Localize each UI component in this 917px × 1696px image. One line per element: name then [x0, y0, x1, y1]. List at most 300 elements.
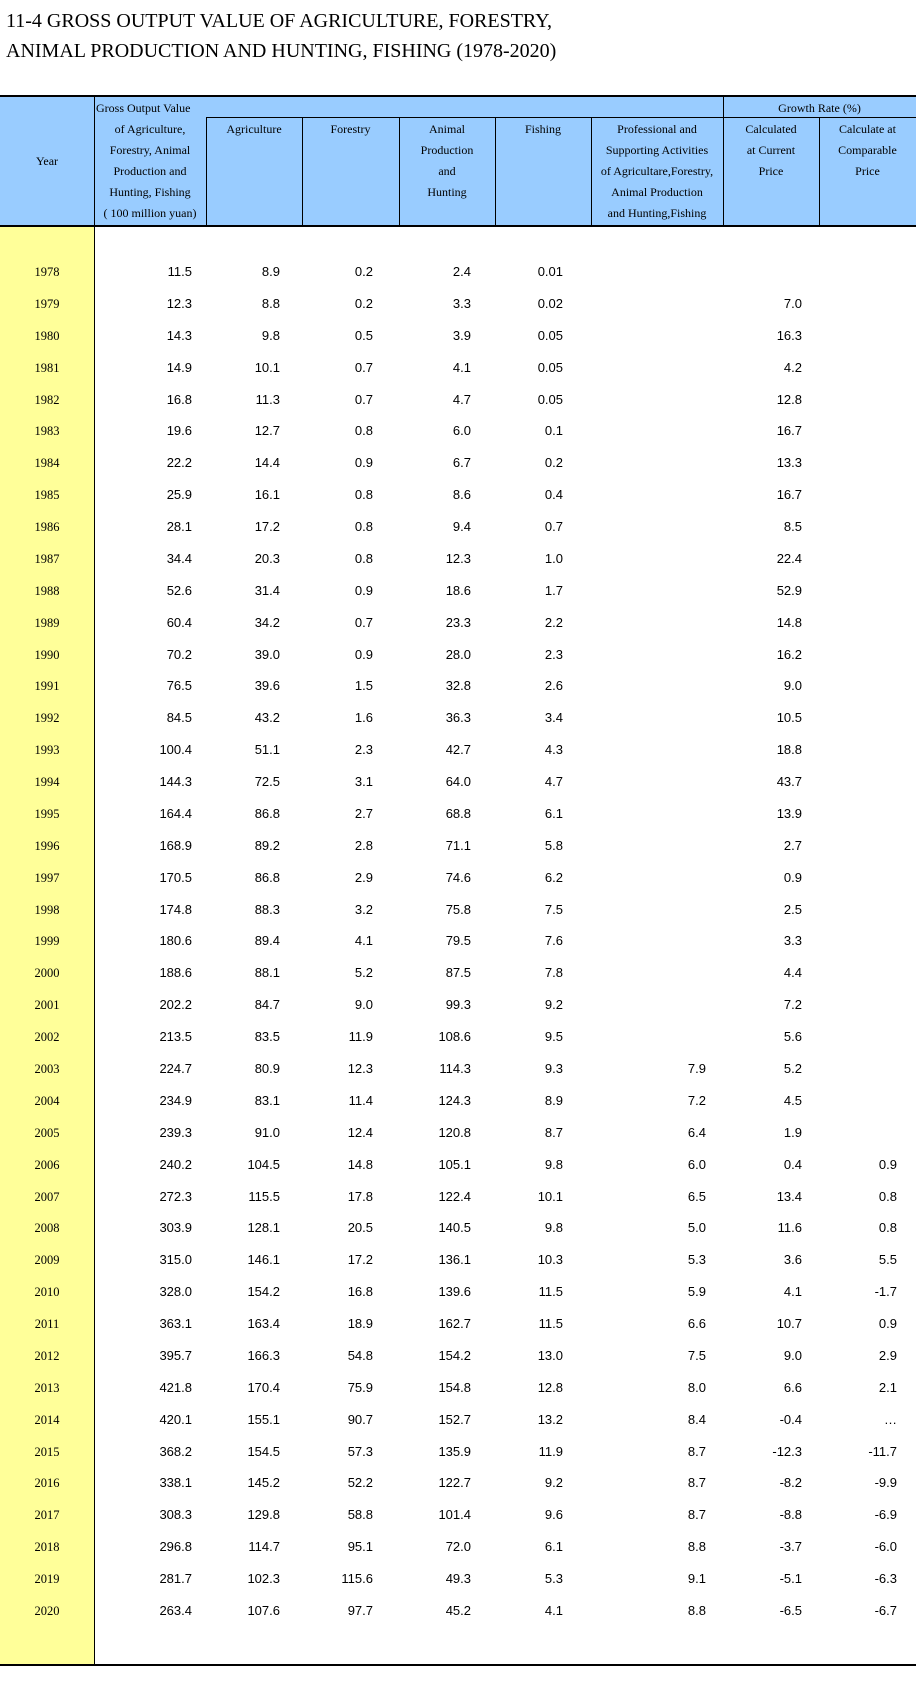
- cur-cell: 12.8: [776, 391, 802, 407]
- forest-cell: 0.9: [354, 455, 373, 471]
- year-cell: 2004: [34, 1093, 60, 1108]
- gross-cell: 224.7: [159, 1061, 192, 1076]
- cur-cell: 2.7: [783, 837, 802, 853]
- animal-cell: 99.3: [445, 997, 471, 1013]
- prof-cell: 7.9: [687, 1061, 706, 1076]
- gross-cell: 168.9: [159, 837, 192, 853]
- gross-cell: 144.3: [159, 774, 192, 790]
- header-animal-line-1: Animal: [429, 122, 465, 136]
- prof-cell: [616, 352, 706, 384]
- table-row: [0, 607, 916, 639]
- forest-cell: 97.7: [347, 1602, 373, 1618]
- table-row: [0, 543, 916, 575]
- fish-cell: 9.8: [544, 1220, 563, 1236]
- gross-cell: 164.4: [159, 805, 192, 821]
- year-cell: 1985: [34, 488, 60, 503]
- cur-cell: 6.6: [783, 1379, 802, 1395]
- agri-cell: 83.5: [254, 1029, 280, 1045]
- animal-cell: 114.3: [439, 1061, 471, 1076]
- gross-cell: 213.5: [159, 1029, 192, 1045]
- year-cell: 1996: [34, 838, 60, 853]
- cur-cell: 16.3: [776, 327, 802, 343]
- comp-cell: [807, 989, 897, 1021]
- table-row: [0, 1053, 916, 1085]
- comp-cell: …: [884, 1411, 897, 1427]
- cur-cell: 4.1: [783, 1284, 802, 1300]
- agri-cell: 102.3: [247, 1571, 280, 1587]
- header-professional-line-1: Professional and: [617, 122, 697, 136]
- table-row: [0, 734, 916, 766]
- forest-cell: 90.7: [347, 1411, 373, 1427]
- table-row: [0, 1499, 916, 1531]
- year-cell: 1978: [34, 265, 60, 279]
- prof-cell: [616, 543, 706, 575]
- animal-cell: 87.5: [445, 965, 471, 981]
- year-cell: 2000: [34, 966, 60, 981]
- table-row: [0, 1308, 916, 1340]
- fish-cell: 9.2: [544, 997, 563, 1013]
- prof-cell: [616, 415, 706, 447]
- gross-cell: 28.1: [166, 519, 192, 535]
- gross-cell: 19.6: [166, 423, 192, 439]
- prof-cell: [616, 894, 706, 926]
- animal-cell: 42.7: [445, 742, 471, 758]
- gross-cell: 421.8: [159, 1379, 192, 1395]
- table-row: [0, 925, 916, 957]
- year-cell: 2006: [34, 1157, 60, 1172]
- comp-cell: [807, 320, 897, 352]
- forest-cell: 0.8: [354, 519, 373, 535]
- gross-cell: 11.5: [167, 264, 192, 279]
- forest-cell: 57.3: [347, 1443, 373, 1459]
- table-row: [0, 288, 916, 320]
- comp-cell: [807, 766, 897, 798]
- forest-cell: 0.8: [354, 423, 373, 439]
- forest-cell: 16.8: [347, 1284, 373, 1300]
- agri-cell: 91.0: [254, 1124, 280, 1140]
- header-animal-line-2: Production: [420, 143, 474, 157]
- table-row: [0, 1021, 916, 1053]
- agri-cell: 154.2: [247, 1284, 280, 1300]
- animal-cell: 18.6: [445, 582, 471, 598]
- comp-cell: [807, 798, 897, 830]
- gross-cell: 84.5: [166, 710, 192, 726]
- animal-cell: 9.4: [452, 519, 471, 535]
- year-cell: 1991: [34, 679, 60, 694]
- fish-cell: 7.5: [544, 901, 563, 917]
- header-professional-line-4: Animal Production: [611, 185, 703, 199]
- header-professional-line-2: Supporting Activities: [605, 143, 709, 157]
- gross-cell: 170.5: [159, 869, 192, 885]
- agri-cell: 83.1: [254, 1092, 280, 1108]
- cur-cell: -3.7: [779, 1539, 802, 1555]
- table-row: [0, 1276, 916, 1308]
- fish-cell: 8.9: [544, 1092, 563, 1108]
- comp-cell: [807, 925, 897, 957]
- prof-cell: 6.0: [687, 1156, 706, 1172]
- agri-cell: 80.9: [254, 1061, 280, 1076]
- year-cell: 1987: [34, 551, 60, 566]
- comp-cell: [807, 543, 897, 575]
- comp-cell: [807, 639, 897, 671]
- cur-cell: -8.8: [779, 1507, 802, 1523]
- cur-cell: 16.7: [776, 487, 802, 503]
- forest-cell: 17.8: [347, 1188, 373, 1204]
- agri-cell: 31.4: [254, 582, 280, 598]
- forest-cell: 2.7: [354, 805, 373, 821]
- fish-cell: 7.8: [544, 965, 563, 981]
- table-row: [0, 415, 916, 447]
- table-row: [0, 1467, 916, 1499]
- cur-cell: -5.1: [779, 1571, 802, 1587]
- header-professional-line-5: and Hunting,Fishing: [607, 206, 707, 220]
- fish-cell: 9.5: [544, 1029, 563, 1045]
- year-cell: 1988: [34, 583, 60, 598]
- animal-cell: 136.1: [438, 1252, 471, 1268]
- header-gross-line-6: ( 100 million yuan): [103, 206, 197, 220]
- animal-cell: 140.5: [438, 1220, 471, 1236]
- comp-cell: [807, 702, 897, 734]
- prof-cell: 8.7: [687, 1507, 706, 1523]
- agri-cell: 88.1: [254, 965, 280, 981]
- cur-cell: 11.6: [777, 1220, 802, 1236]
- comp-cell: 2.1: [878, 1379, 897, 1395]
- year-cell: 2019: [34, 1572, 60, 1587]
- cur-cell: -6.5: [779, 1602, 802, 1618]
- agri-cell: 170.4: [247, 1379, 280, 1395]
- comp-cell: [807, 288, 897, 320]
- gross-cell: 60.4: [166, 614, 192, 630]
- animal-cell: 74.6: [445, 869, 471, 885]
- prof-cell: 8.8: [687, 1602, 706, 1618]
- prof-cell: [616, 670, 706, 702]
- year-cell: 1998: [34, 902, 60, 917]
- fish-cell: 0.05: [537, 327, 563, 343]
- fish-cell: 0.7: [544, 519, 563, 535]
- year-cell: 1979: [34, 296, 60, 311]
- forest-cell: 0.7: [354, 614, 373, 630]
- agri-cell: 145.2: [247, 1475, 280, 1491]
- gross-cell: 328.0: [159, 1284, 192, 1300]
- forest-cell: 95.1: [347, 1539, 373, 1555]
- comp-cell: [807, 352, 897, 384]
- gross-cell: 239.3: [159, 1124, 192, 1140]
- forest-cell: 75.9: [347, 1379, 373, 1395]
- table-row: [0, 479, 916, 511]
- table-body: [0, 227, 916, 1666]
- animal-cell: 154.8: [438, 1379, 471, 1395]
- forest-cell: 1.5: [354, 678, 373, 694]
- agri-cell: 9.8: [261, 327, 280, 343]
- header-fishing: Fishing: [524, 122, 561, 136]
- fish-cell: 12.8: [537, 1379, 563, 1395]
- year-cell: 2002: [34, 1030, 60, 1045]
- prof-cell: [616, 766, 706, 798]
- prof-cell: [616, 702, 706, 734]
- year-cell: 2008: [34, 1221, 60, 1236]
- cur-cell: 1.9: [783, 1124, 802, 1140]
- cur-cell: 9.0: [783, 678, 802, 694]
- animal-cell: 152.7: [438, 1411, 471, 1427]
- forest-cell: 2.3: [354, 742, 373, 758]
- table-row: [0, 1436, 916, 1468]
- fish-cell: 11.9: [538, 1443, 563, 1459]
- animal-cell: 23.3: [445, 614, 471, 630]
- animal-cell: 36.3: [445, 710, 471, 726]
- prof-cell: 6.5: [687, 1188, 706, 1204]
- agri-cell: 146.1: [247, 1252, 280, 1268]
- comp-cell: [807, 479, 897, 511]
- year-cell: 1982: [34, 392, 60, 407]
- animal-cell: 75.8: [445, 901, 471, 917]
- year-cell: 2017: [34, 1508, 60, 1523]
- comp-cell: -6.7: [874, 1602, 897, 1618]
- forest-cell: 0.2: [354, 295, 373, 311]
- header-gross-line-4: Production and: [113, 164, 187, 178]
- gross-cell: 263.4: [159, 1602, 192, 1618]
- gross-cell: 52.6: [166, 582, 192, 598]
- gross-cell: 234.9: [159, 1092, 192, 1108]
- agri-cell: 8.9: [261, 264, 280, 279]
- animal-cell: 122.7: [438, 1475, 471, 1491]
- year-cell: 1984: [34, 456, 60, 471]
- agri-cell: 129.8: [247, 1507, 280, 1523]
- comp-cell: 0.8: [878, 1220, 897, 1236]
- cur-cell: 14.8: [776, 614, 802, 630]
- forest-cell: 0.8: [354, 487, 373, 503]
- comp-cell: -6.9: [874, 1507, 897, 1523]
- cur-cell: -8.2: [779, 1475, 802, 1491]
- agri-cell: 154.5: [247, 1443, 280, 1459]
- table-row: [0, 670, 916, 702]
- gross-cell: 363.1: [159, 1316, 192, 1332]
- table-row: [0, 1117, 916, 1149]
- header-current-line-1: Calculated: [745, 122, 797, 136]
- gross-cell: 296.8: [159, 1539, 192, 1555]
- header-comparable-line-3: Price: [855, 164, 880, 178]
- fish-cell: 0.05: [537, 391, 563, 407]
- table-row: [0, 447, 916, 479]
- prof-cell: [616, 384, 706, 416]
- fish-cell: 0.1: [544, 423, 563, 439]
- header-comparable-line-2: Comparable: [838, 143, 897, 157]
- animal-cell: 79.5: [445, 933, 471, 949]
- cur-cell: 10.7: [776, 1316, 802, 1332]
- agri-cell: 104.5: [247, 1156, 280, 1172]
- forest-cell: 0.2: [354, 264, 373, 279]
- gross-cell: 303.9: [159, 1220, 192, 1236]
- animal-cell: 124.3: [438, 1092, 471, 1108]
- prof-cell: [616, 256, 706, 288]
- year-cell: 2007: [34, 1189, 60, 1204]
- cur-cell: 7.0: [783, 295, 802, 311]
- header-gross-line-1: Gross Output Value: [96, 101, 191, 115]
- header-current-line-3: Price: [758, 164, 784, 178]
- header-animal-line-4: Hunting: [427, 185, 467, 199]
- forest-cell: 58.8: [347, 1507, 373, 1523]
- comp-cell: [807, 447, 897, 479]
- animal-cell: 32.8: [445, 678, 471, 694]
- agri-cell: 16.1: [254, 487, 280, 503]
- header-forestry: Forestry: [330, 122, 371, 136]
- gross-cell: 180.6: [159, 933, 192, 949]
- gross-cell: 308.3: [159, 1507, 192, 1523]
- fish-cell: 11.5: [538, 1284, 563, 1300]
- table-row: [0, 1563, 916, 1595]
- year-cell: 1995: [34, 806, 60, 821]
- gross-cell: 315.0: [159, 1252, 192, 1268]
- year-cell: 2018: [34, 1540, 60, 1555]
- comp-cell: -11.7: [868, 1443, 897, 1459]
- data-table: [0, 95, 916, 1666]
- prof-cell: 8.4: [687, 1411, 706, 1427]
- agri-cell: 39.0: [254, 646, 280, 662]
- table-row: [0, 639, 916, 671]
- fish-cell: 2.6: [544, 678, 563, 694]
- cur-cell: 13.9: [776, 805, 802, 821]
- forest-cell: 2.9: [354, 869, 373, 885]
- animal-cell: 105.1: [438, 1156, 471, 1172]
- year-cell: 2012: [34, 1348, 60, 1363]
- fish-cell: 0.02: [537, 295, 563, 311]
- table-row: [0, 352, 916, 384]
- comp-cell: [807, 957, 897, 989]
- fish-cell: 11.5: [538, 1316, 563, 1332]
- animal-cell: 122.4: [438, 1188, 471, 1204]
- agri-cell: 128.1: [247, 1220, 280, 1236]
- forest-cell: 3.2: [354, 901, 373, 917]
- agri-cell: 155.1: [247, 1411, 280, 1427]
- fish-cell: 1.0: [544, 550, 563, 566]
- table-row: [0, 702, 916, 734]
- cur-cell: -0.4: [779, 1411, 802, 1427]
- forest-cell: 2.8: [354, 837, 373, 853]
- year-cell: 2016: [34, 1476, 60, 1491]
- page-title: [6, 6, 556, 66]
- title-line-1: 11-4 GROSS OUTPUT VALUE OF AGRICULTURE, FORESTRY,: [6, 10, 553, 32]
- table-row: [0, 830, 916, 862]
- fish-cell: 9.3: [544, 1061, 563, 1076]
- year-cell: 2015: [34, 1444, 60, 1459]
- agri-cell: 84.7: [254, 997, 280, 1013]
- agri-cell: 12.7: [254, 423, 280, 439]
- gross-cell: 70.2: [166, 646, 192, 662]
- comp-cell: [807, 415, 897, 447]
- animal-cell: 139.6: [438, 1284, 471, 1300]
- agri-cell: 39.6: [254, 678, 280, 694]
- forest-cell: 12.3: [347, 1061, 373, 1076]
- fish-cell: 0.2: [544, 455, 563, 471]
- year-cell: 2010: [34, 1285, 60, 1300]
- forest-cell: 4.1: [354, 933, 373, 949]
- prof-cell: 7.2: [687, 1092, 706, 1108]
- agri-cell: 89.2: [254, 837, 280, 853]
- forest-cell: 0.7: [354, 391, 373, 407]
- agri-cell: 114.7: [248, 1539, 280, 1555]
- year-cell: 1989: [34, 615, 60, 630]
- year-cell: 2005: [34, 1125, 60, 1140]
- cur-cell: 4.4: [783, 965, 802, 981]
- forest-cell: 12.4: [347, 1124, 373, 1140]
- table-row: [0, 384, 916, 416]
- agri-cell: 107.6: [247, 1602, 280, 1618]
- cur-cell: 8.5: [783, 519, 802, 535]
- fish-cell: 9.2: [544, 1475, 563, 1491]
- comp-cell: 2.9: [878, 1347, 897, 1363]
- fish-cell: 0.4: [544, 487, 563, 503]
- agri-cell: 88.3: [254, 901, 280, 917]
- gross-cell: 240.2: [159, 1156, 192, 1172]
- prof-cell: [616, 862, 706, 894]
- title-line-2: ANIMAL PRODUCTION AND HUNTING, FISHING (1978-2020): [6, 40, 557, 62]
- forest-cell: 0.9: [354, 646, 373, 662]
- comp-cell: [807, 575, 897, 607]
- comp-cell: -1.7: [874, 1284, 897, 1300]
- comp-cell: 0.9: [878, 1316, 897, 1332]
- comp-cell: 0.8: [878, 1188, 897, 1204]
- table-row: [0, 511, 916, 543]
- prof-cell: [616, 320, 706, 352]
- table-row: [0, 798, 916, 830]
- prof-cell: 8.8: [687, 1539, 706, 1555]
- fish-cell: 13.0: [537, 1347, 563, 1363]
- agri-cell: 72.5: [254, 774, 280, 790]
- cur-cell: 43.7: [776, 774, 802, 790]
- fish-cell: 5.8: [544, 837, 563, 853]
- prof-cell: [616, 639, 706, 671]
- fish-cell: 0.05: [537, 359, 563, 375]
- gross-cell: 100.4: [159, 742, 192, 758]
- table-row: [0, 957, 916, 989]
- fish-cell: 4.3: [544, 742, 563, 758]
- animal-cell: 135.9: [438, 1443, 471, 1459]
- fish-cell: 4.7: [544, 774, 563, 790]
- forest-cell: 1.6: [354, 710, 373, 726]
- agri-cell: 11.3: [255, 391, 280, 407]
- comp-cell: [807, 256, 897, 288]
- gross-cell: 188.6: [159, 965, 192, 981]
- animal-cell: 4.1: [452, 359, 471, 375]
- table-row: [0, 1340, 916, 1372]
- header-gross-line-3: Forestry, Animal: [109, 143, 191, 157]
- header-gross-line-5: Hunting, Fishing: [109, 185, 191, 199]
- cur-cell: 5.2: [783, 1061, 802, 1076]
- cur-cell: 16.2: [776, 646, 802, 662]
- year-cell: 1980: [34, 328, 60, 343]
- gross-cell: 25.9: [166, 487, 192, 503]
- prof-cell: [616, 511, 706, 543]
- animal-cell: 64.0: [445, 774, 471, 790]
- agri-cell: 34.2: [254, 614, 280, 630]
- fish-cell: 4.1: [544, 1602, 563, 1618]
- fish-cell: 3.4: [544, 710, 563, 726]
- cur-cell: 5.6: [783, 1029, 802, 1045]
- prof-cell: 5.3: [687, 1252, 706, 1268]
- animal-cell: 3.3: [452, 295, 471, 311]
- table-row: [0, 575, 916, 607]
- table-row: [0, 1085, 916, 1117]
- animal-cell: 154.2: [438, 1347, 471, 1363]
- comp-cell: -6.0: [874, 1539, 897, 1555]
- animal-cell: 28.0: [445, 646, 471, 662]
- comp-cell: -6.3: [874, 1571, 897, 1587]
- header-animal-line-3: and: [438, 164, 456, 178]
- animal-cell: 4.7: [452, 391, 471, 407]
- fish-cell: 2.2: [544, 614, 563, 630]
- comp-cell: [807, 734, 897, 766]
- fish-cell: 10.1: [537, 1188, 563, 1204]
- year-cell: 1994: [34, 775, 60, 790]
